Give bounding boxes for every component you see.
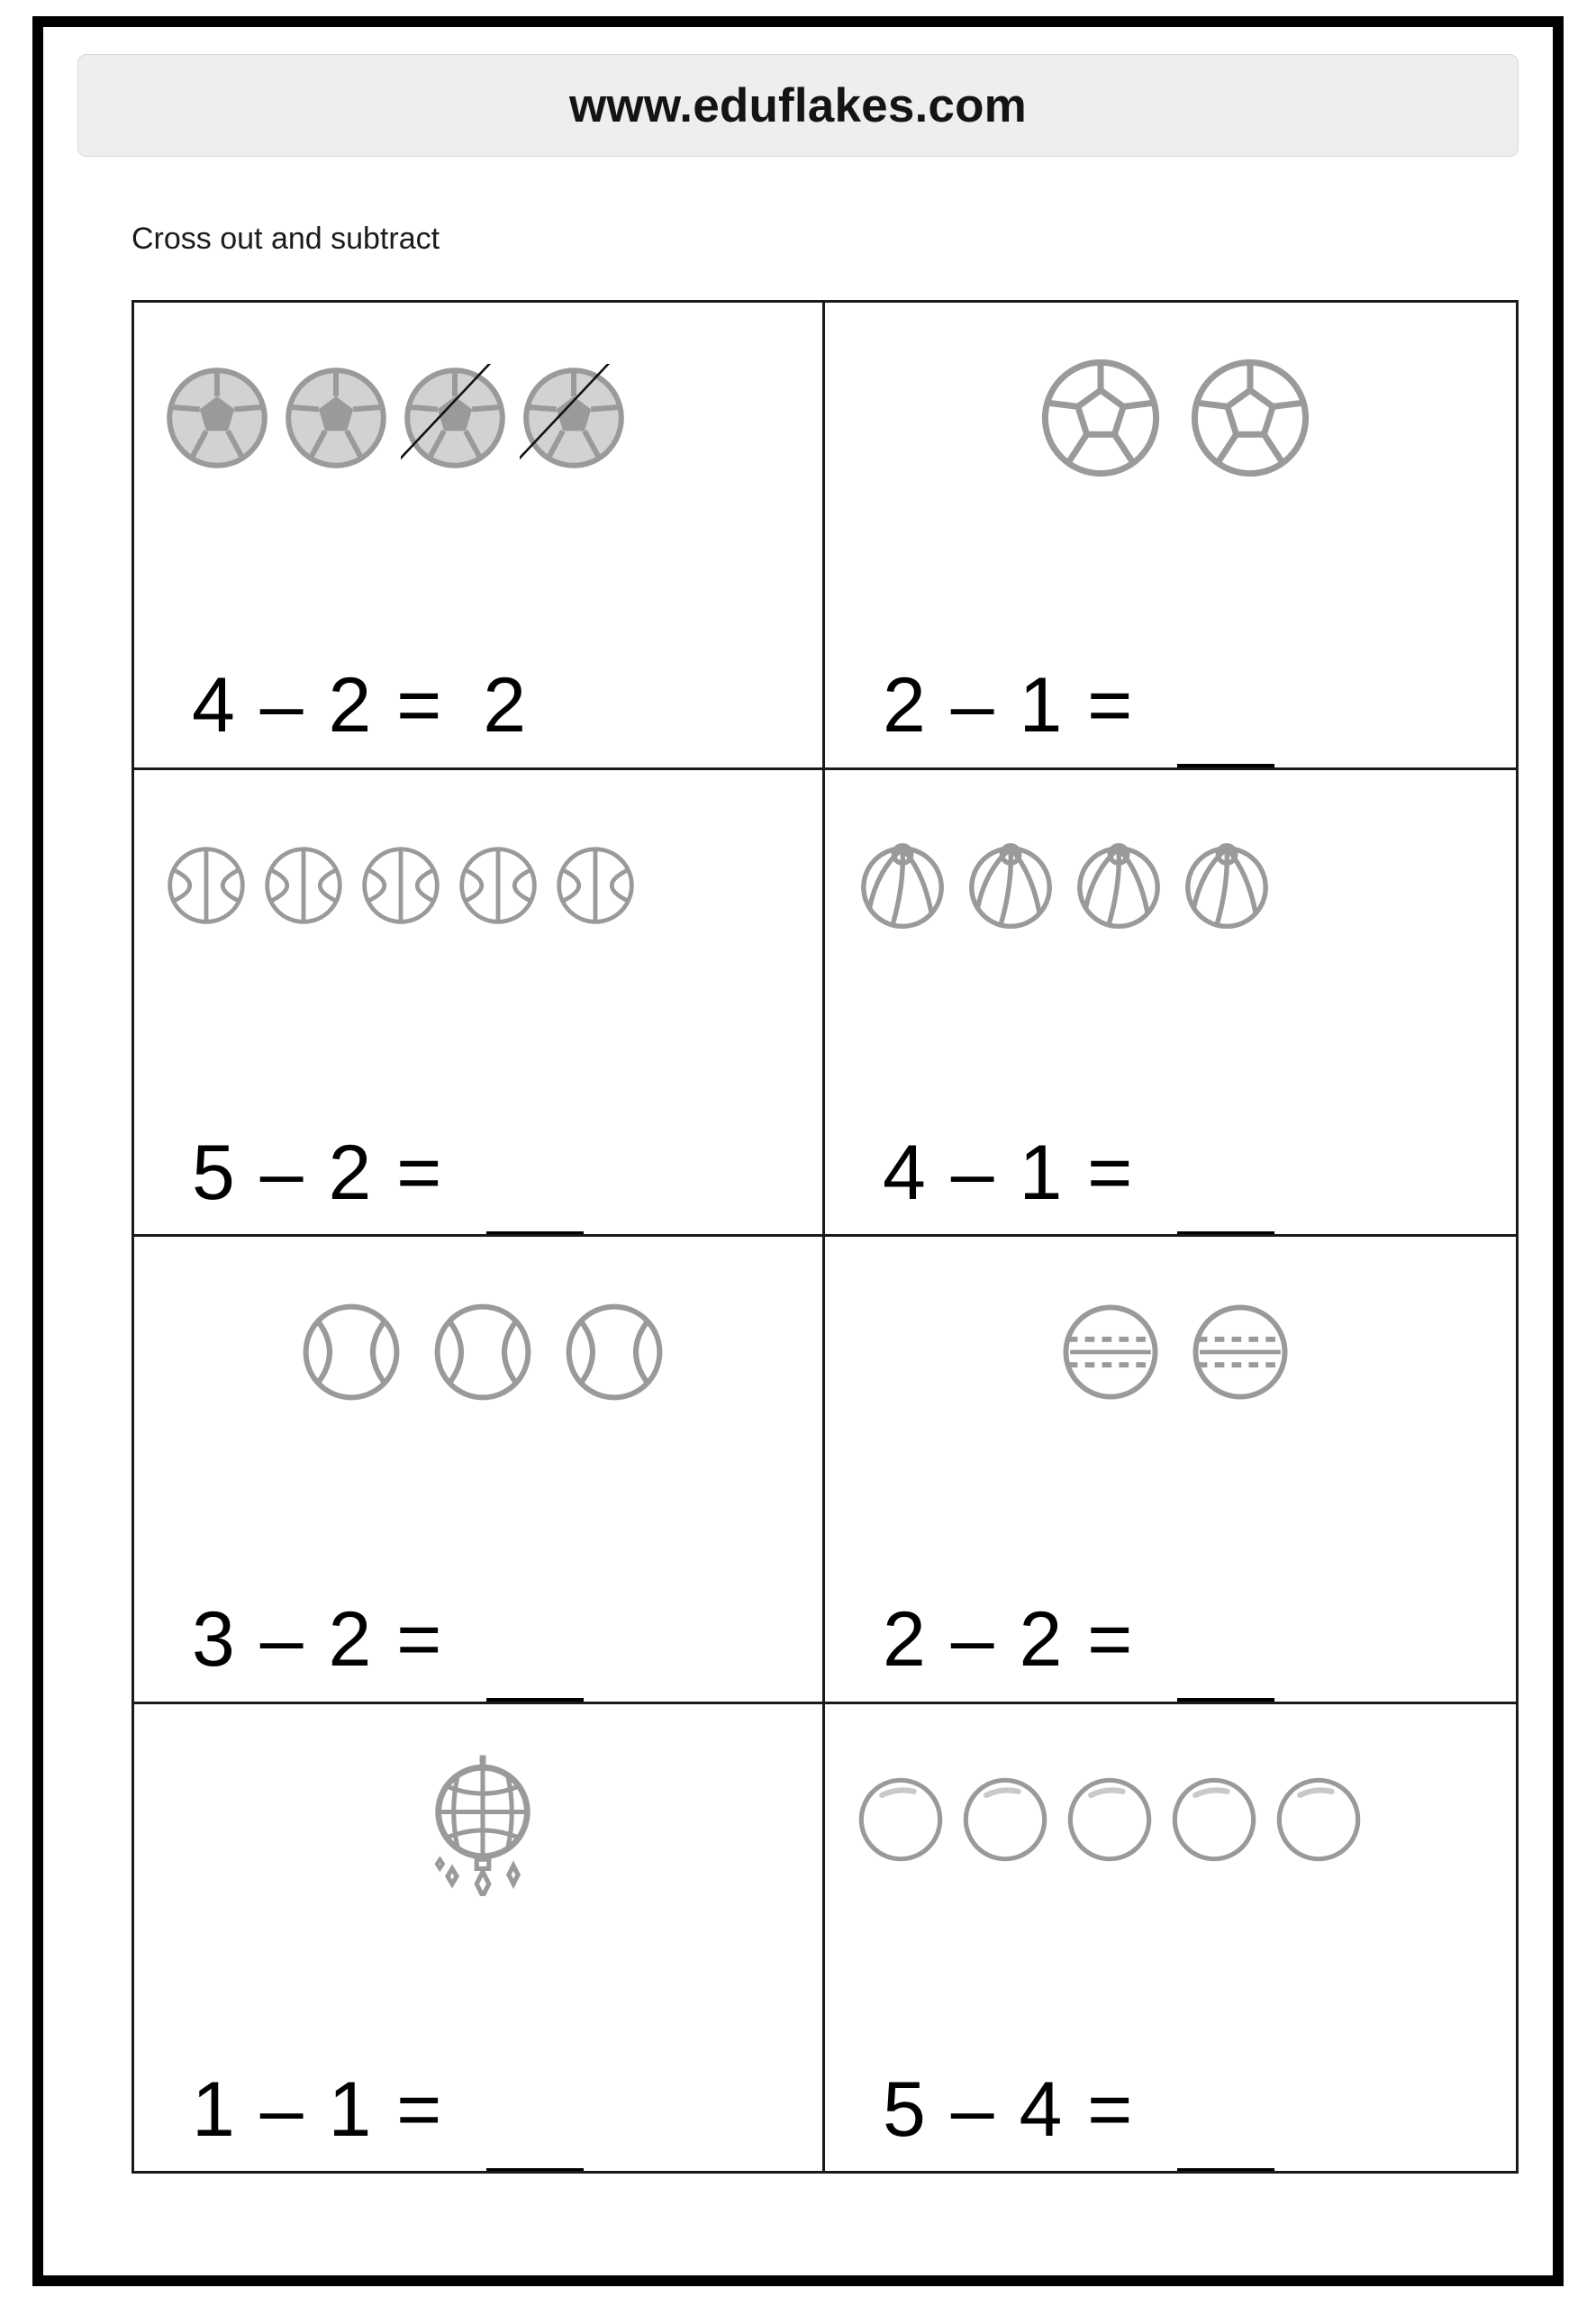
beach-ball-icon <box>962 837 1059 934</box>
equation-2 <box>845 518 1496 751</box>
equation-5 <box>154 1452 803 1685</box>
equation-text: 5 – 4 = <box>883 2065 1158 2153</box>
equation-text: 3 – 2 = <box>192 1596 467 1684</box>
tennis-ball-icon <box>297 1298 405 1406</box>
page-frame <box>32 16 1564 2286</box>
equation-7 <box>154 1920 803 2155</box>
basketball-icon <box>358 842 444 929</box>
problem-cell-8 <box>825 1704 1516 2172</box>
equation-text: 2 – 1 = <box>883 662 1158 749</box>
problem-cell-2 <box>825 303 1516 770</box>
equation-6 <box>845 1452 1496 1685</box>
soccer-ball-filled-icon <box>163 364 271 472</box>
equation-3 <box>154 985 803 1218</box>
soccer-ball-filled-icon <box>282 364 390 472</box>
basketball-icon <box>455 842 541 929</box>
site-title: www.eduflakes.com <box>568 78 1028 132</box>
tennis-ball-icon <box>429 1298 537 1406</box>
object-row-5 <box>154 1253 803 1452</box>
plain-ball-icon <box>1167 1773 1261 1866</box>
object-row-1 <box>154 319 803 518</box>
equation-text: 1 – 1 = <box>192 2065 467 2153</box>
striped-ball-icon <box>1057 1299 1164 1405</box>
object-row-3 <box>154 786 803 985</box>
soccer-ball-filled-icon-crossed <box>401 364 509 472</box>
soccer-ball-filled-icon-crossed <box>520 364 628 472</box>
problem-cell-5 <box>134 1237 825 1704</box>
disco-ball-icon <box>406 1743 559 1896</box>
object-row-6 <box>845 1253 1496 1452</box>
plain-ball-icon <box>958 1773 1052 1866</box>
equation-text: 4 – 2 = <box>192 662 467 749</box>
equation-text: 4 – 1 = <box>883 1129 1158 1216</box>
problem-cell-4 <box>825 770 1516 1238</box>
answer-blank[interactable] <box>486 2168 584 2171</box>
answer-blank[interactable] <box>1177 2168 1274 2171</box>
object-row-4 <box>845 786 1496 985</box>
instruction-text: Cross out and subtract <box>131 222 440 256</box>
basketball-icon <box>163 842 249 929</box>
beach-ball-icon <box>1070 837 1167 934</box>
problem-cell-3 <box>134 770 825 1238</box>
equation-8 <box>845 1920 1496 2155</box>
problem-cell-7 <box>134 1704 825 2172</box>
plain-ball-icon <box>854 1773 948 1866</box>
beach-ball-icon <box>854 837 951 934</box>
equation-1 <box>154 518 803 751</box>
soccer-ball-outline-icon <box>1187 355 1313 481</box>
site-header <box>77 54 1519 157</box>
basketball-icon <box>552 842 639 929</box>
soccer-ball-outline-icon <box>1038 355 1164 481</box>
problem-cell-1 <box>134 303 825 770</box>
beach-ball-icon <box>1178 837 1275 934</box>
object-row-7 <box>154 1720 803 1920</box>
problem-grid <box>131 300 1519 2174</box>
plain-ball-icon <box>1272 1773 1365 1866</box>
basketball-icon <box>260 842 347 929</box>
problem-cell-6 <box>825 1237 1516 1704</box>
answer-value[interactable]: 2 <box>483 662 529 749</box>
plain-ball-icon <box>1063 1773 1156 1866</box>
striped-ball-icon <box>1187 1299 1293 1405</box>
object-row-2 <box>845 319 1496 518</box>
object-row-8 <box>845 1720 1496 1920</box>
tennis-ball-icon <box>560 1298 668 1406</box>
equation-4 <box>845 985 1496 1218</box>
equation-text: 2 – 2 = <box>883 1596 1158 1684</box>
equation-text: 5 – 2 = <box>192 1129 467 1216</box>
